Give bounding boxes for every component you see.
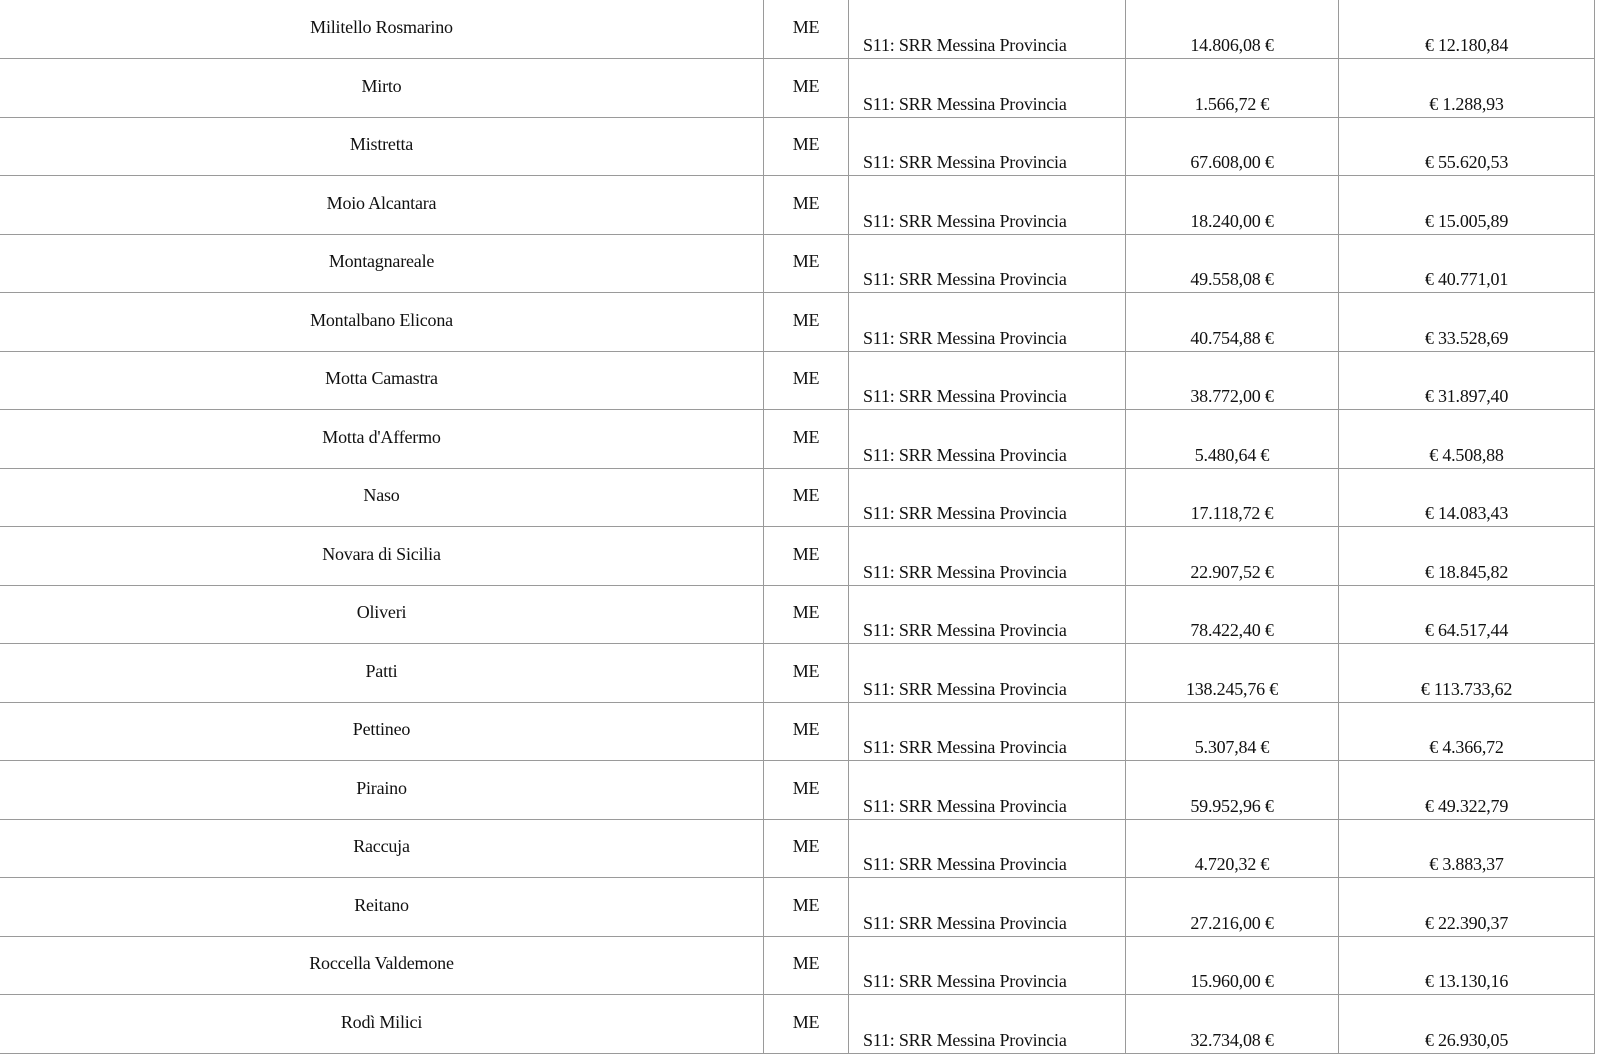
srr-cell: S11: SRR Messina Provincia bbox=[848, 702, 1125, 760]
importo-cell: 5.480,64 € bbox=[1125, 410, 1338, 468]
srr-cell: S11: SRR Messina Provincia bbox=[848, 819, 1125, 877]
comune-cell: Raccuja bbox=[353, 836, 410, 856]
provincia-cell: ME bbox=[763, 234, 848, 292]
provincia-cell: ME bbox=[763, 761, 848, 819]
table-row bbox=[0, 878, 1595, 937]
importo-cell: 1.566,72 € bbox=[1125, 59, 1338, 117]
importo-cell: 22.907,52 € bbox=[1125, 527, 1338, 585]
table-row bbox=[0, 176, 1595, 235]
importo2-cell: € 40.771,01 bbox=[1338, 234, 1595, 292]
table-row bbox=[0, 585, 1595, 644]
importo-cell: 59.952,96 € bbox=[1125, 761, 1338, 819]
srr-cell: S11: SRR Messina Provincia bbox=[848, 234, 1125, 292]
importo-cell: 40.754,88 € bbox=[1125, 293, 1338, 351]
provincia-cell: ME bbox=[763, 995, 848, 1053]
importo-cell: 5.307,84 € bbox=[1125, 702, 1338, 760]
importo2-cell: € 49.322,79 bbox=[1338, 761, 1595, 819]
importo2-cell: € 12.180,84 bbox=[1338, 0, 1595, 58]
importo-cell: 32.734,08 € bbox=[1125, 995, 1338, 1053]
comune-cell: Motta Camastra bbox=[325, 368, 438, 388]
importo-cell: 14.806,08 € bbox=[1125, 0, 1338, 58]
provincia-cell: ME bbox=[763, 585, 848, 643]
importo2-cell: € 14.083,43 bbox=[1338, 468, 1595, 526]
table-row bbox=[0, 995, 1595, 1054]
importo2-cell: € 113.733,62 bbox=[1338, 644, 1595, 702]
table-row bbox=[0, 761, 1595, 820]
srr-cell: S11: SRR Messina Provincia bbox=[848, 585, 1125, 643]
comune-cell: Pettineo bbox=[352, 719, 411, 739]
importo-cell: 78.422,40 € bbox=[1125, 585, 1338, 643]
comune-cell: Patti bbox=[365, 660, 398, 681]
importo2-cell: € 4.366,72 bbox=[1338, 702, 1595, 760]
comune-cell: Militello Rosmarino bbox=[310, 17, 453, 37]
importo2-cell: € 55.620,53 bbox=[1338, 117, 1595, 175]
importo2-cell: € 13.130,16 bbox=[1338, 936, 1595, 994]
provincia-cell: ME bbox=[763, 468, 848, 526]
importo-cell: 17.118,72 € bbox=[1125, 468, 1338, 526]
table-row bbox=[0, 293, 1595, 352]
table-row bbox=[0, 936, 1595, 995]
importo2-cell: € 1.288,93 bbox=[1338, 59, 1595, 117]
provincia-cell: ME bbox=[763, 59, 848, 117]
provincia-cell: ME bbox=[763, 819, 848, 877]
table-row bbox=[0, 351, 1595, 410]
importo-cell: 138.245,76 € bbox=[1125, 644, 1338, 702]
provincia-cell: ME bbox=[763, 527, 848, 585]
importo2-cell: € 33.528,69 bbox=[1338, 293, 1595, 351]
importo2-cell: € 15.005,89 bbox=[1338, 176, 1595, 234]
importo2-cell: € 4.508,88 bbox=[1338, 410, 1595, 468]
comune-cell: Motta d'Affermo bbox=[322, 426, 441, 447]
table-row bbox=[0, 527, 1595, 586]
srr-cell: S11: SRR Messina Provincia bbox=[848, 995, 1125, 1053]
importo-cell: 67.608,00 € bbox=[1125, 117, 1338, 175]
srr-cell: S11: SRR Messina Provincia bbox=[848, 293, 1125, 351]
provincia-cell: ME bbox=[763, 117, 848, 175]
srr-cell: S11: SRR Messina Provincia bbox=[848, 351, 1125, 409]
table-row bbox=[0, 0, 1595, 59]
comune-cell: Mirto bbox=[361, 75, 402, 96]
importo-cell: 27.216,00 € bbox=[1125, 878, 1338, 936]
importo2-cell: € 64.517,44 bbox=[1338, 585, 1595, 643]
comune-cell: Roccella Valdemone bbox=[309, 953, 454, 973]
provincia-cell: ME bbox=[763, 0, 848, 58]
provincia-cell: ME bbox=[763, 878, 848, 936]
srr-cell: S11: SRR Messina Provincia bbox=[848, 176, 1125, 234]
provincia-cell: ME bbox=[763, 702, 848, 760]
srr-cell: S11: SRR Messina Provincia bbox=[848, 936, 1125, 994]
table-row bbox=[0, 59, 1595, 118]
provincia-cell: ME bbox=[763, 644, 848, 702]
comune-cell: Rodì Milici bbox=[340, 1011, 423, 1032]
provincia-cell: ME bbox=[763, 176, 848, 234]
importo-cell: 49.558,08 € bbox=[1125, 234, 1338, 292]
comune-cell: Montalbano Elicona bbox=[310, 309, 453, 330]
table-row bbox=[0, 819, 1595, 878]
table-row bbox=[0, 702, 1595, 761]
importo-cell: 4.720,32 € bbox=[1125, 819, 1338, 877]
comune-cell: Moio Alcantara bbox=[326, 192, 437, 213]
provincia-cell: ME bbox=[763, 410, 848, 468]
table-row bbox=[0, 644, 1595, 703]
provincia-cell: ME bbox=[763, 293, 848, 351]
importo2-cell: € 31.897,40 bbox=[1338, 351, 1595, 409]
table-row bbox=[0, 234, 1595, 293]
importo-cell: 15.960,00 € bbox=[1125, 936, 1338, 994]
importo-cell: 18.240,00 € bbox=[1125, 176, 1338, 234]
srr-cell: S11: SRR Messina Provincia bbox=[848, 468, 1125, 526]
comune-cell: Naso bbox=[363, 485, 400, 505]
table-row bbox=[0, 410, 1595, 469]
srr-cell: S11: SRR Messina Provincia bbox=[848, 0, 1125, 58]
srr-cell: S11: SRR Messina Provincia bbox=[848, 644, 1125, 702]
importo-cell: 38.772,00 € bbox=[1125, 351, 1338, 409]
importo2-cell: € 18.845,82 bbox=[1338, 527, 1595, 585]
importo2-cell: € 26.930,05 bbox=[1338, 995, 1595, 1053]
comune-cell: Reitano bbox=[354, 894, 409, 915]
provincia-cell: ME bbox=[763, 351, 848, 409]
comune-cell: Mistretta bbox=[349, 134, 414, 154]
importo2-cell: € 3.883,37 bbox=[1338, 819, 1595, 877]
srr-cell: S11: SRR Messina Provincia bbox=[848, 878, 1125, 936]
importo2-cell: € 22.390,37 bbox=[1338, 878, 1595, 936]
comune-cell: Oliveri bbox=[356, 602, 407, 622]
srr-cell: S11: SRR Messina Provincia bbox=[848, 59, 1125, 117]
comune-cell: Montagnareale bbox=[328, 251, 435, 271]
table-row bbox=[0, 468, 1595, 527]
comune-cell: Piraino bbox=[356, 777, 407, 798]
srr-cell: S11: SRR Messina Provincia bbox=[848, 410, 1125, 468]
srr-cell: S11: SRR Messina Provincia bbox=[848, 761, 1125, 819]
srr-cell: S11: SRR Messina Provincia bbox=[848, 117, 1125, 175]
table-row bbox=[0, 117, 1595, 176]
provincia-cell: ME bbox=[763, 936, 848, 994]
srr-cell: S11: SRR Messina Provincia bbox=[848, 527, 1125, 585]
comune-cell: Novara di Sicilia bbox=[322, 543, 441, 564]
